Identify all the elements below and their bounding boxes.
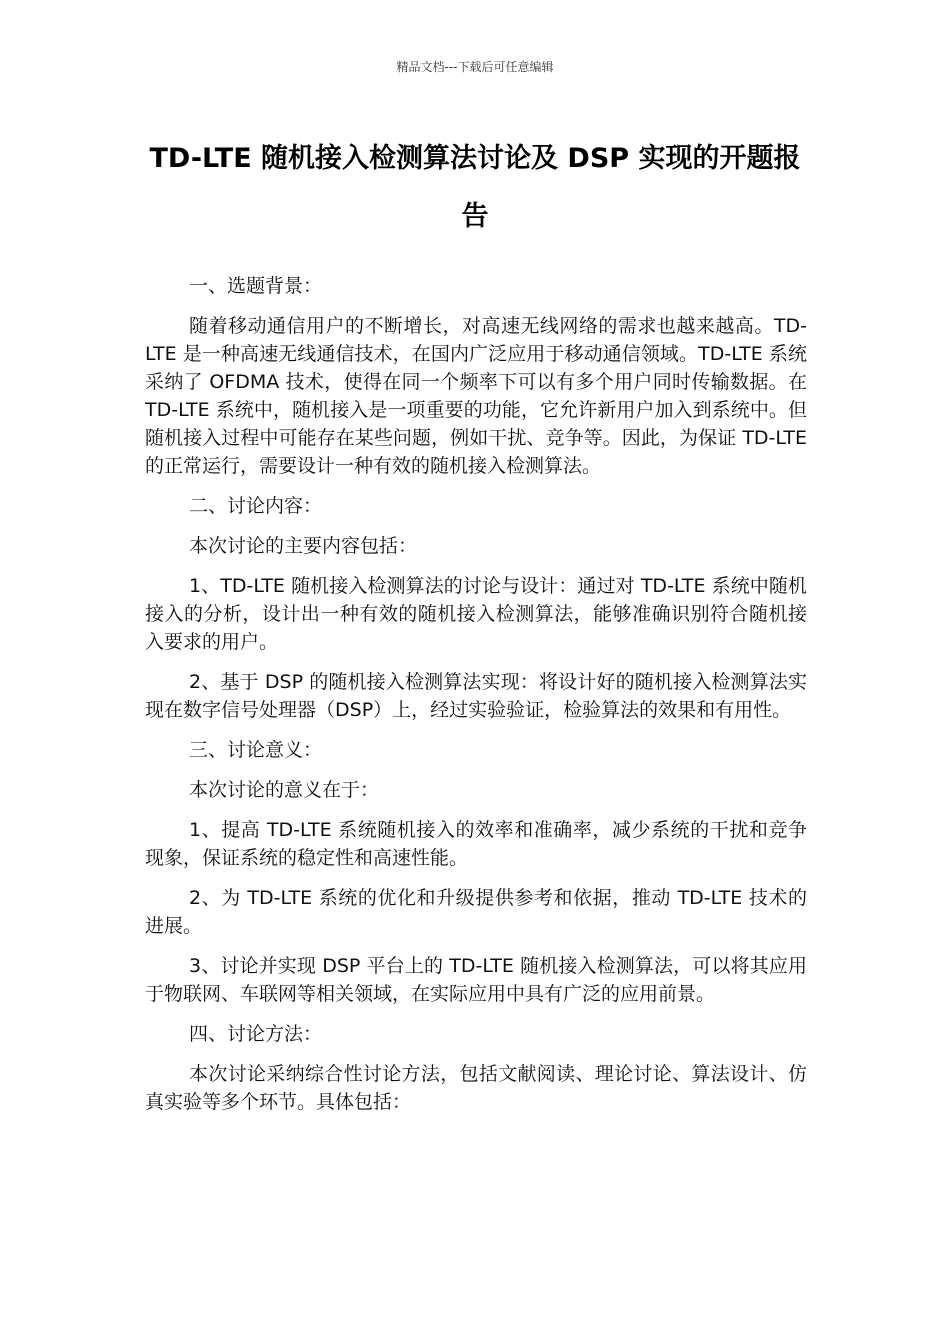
document-title: TD-LTE 随机接入检测算法讨论及 DSP 实现的开题报告 [149,143,801,232]
paragraph-content-item-1: 1、TD-LTE 随机接入检测算法的讨论与设计：通过对 TD-LTE 系统中随机接入的分析，设计出一种有效的随机接入检测算法，能够准确识别符合随机接入要求的用户。 [145,575,807,653]
section-heading-method: 四、讨论方法： [189,1023,323,1045]
paragraph-method: 本次讨论采纳综合性讨论方法，包括文献阅读、理论讨论、算法设计、仿真实验等多个环节。具体包括： [145,1063,807,1113]
section-heading-content: 二、讨论内容： [189,495,323,517]
paragraph-significance-item-1: 1、提高 TD-LTE 系统随机接入的效率和准确率，减少系统的干扰和竞争现象，保证系统的稳定性和高速性能。 [145,819,807,869]
paragraph-significance-item-2: 2、为 TD-LTE 系统的优化和升级提供参考和依据，推动 TD-LTE 技术的进展。 [145,887,807,937]
section-heading-background: 一、选题背景： [189,275,323,297]
paragraph-content-item-2: 2、基于 DSP 的随机接入检测算法实现：将设计好的随机接入检测算法实现在数字信号处理器（DSP）上，经过实验验证，检验算法的效果和有用性。 [145,671,807,721]
section-heading-significance: 三、讨论意义： [189,739,323,761]
paragraph-background: 随着移动通信用户的不断增长，对高速无线网络的需求也越来越高。TD-LTE 是一种高速无线通信技术，在国内广泛应用于移动通信领域。TD-LTE 系统采纳了 OFDMA 技术，使得在同一个频率下可以有多个用户同时传输数据。在 TD-LTE 系统中，随机接入是一项重要的功能，它允许新用户加入到系统中。但随机接入过程中可能存在某些问题，例如干扰、竞争等。因此，为保证 TD-LTE 的正常运行，需要设计一种有效的随机接入检测算法。 [145,315,807,477]
header-note: 精品文档---下载后可任意编辑 [396,60,554,74]
paragraph-content-intro: 本次讨论的主要内容包括： [189,535,418,557]
document-body [145,272,807,1128]
paragraph-significance-intro: 本次讨论的意义在于： [189,779,380,801]
paragraph-significance-item-3: 3、讨论并实现 DSP 平台上的 TD-LTE 随机接入检测算法，可以将其应用于物联网、车联网等相关领域，在实际应用中具有广泛的应用前景。 [145,955,807,1005]
